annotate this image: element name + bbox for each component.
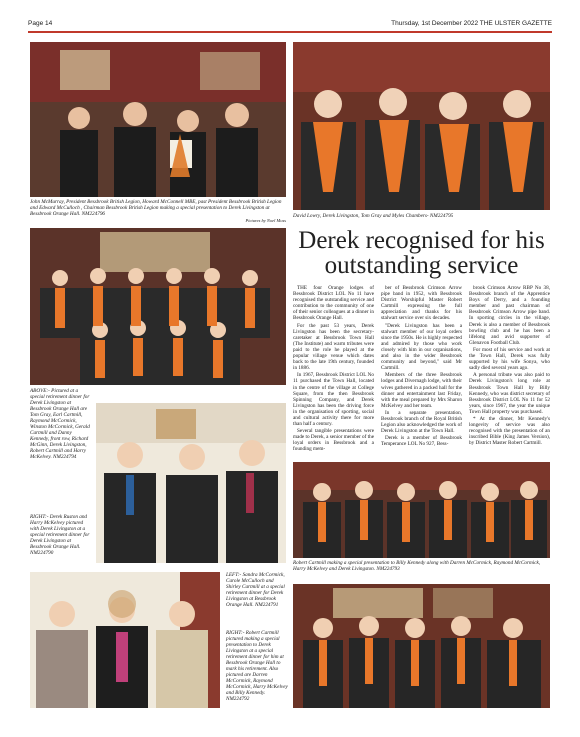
caption-left-bottom: LEFT:- Sandra McCormick, Carole McCulloch and Shirley Cartmill at a special retirement dinner for Derek Livingston at Bessbrook Orange Hall. NM224791 (226, 572, 285, 608)
publication-date: Thursday, 1st December 2022 THE ULSTER GAZETTE (391, 20, 552, 27)
paragraph: For the past 53 years, Derek Livingston has been the secretary-caretaker at Bessbrook Town Hall (The Institute) and warm tributes were paid to the role he played at the popular village venue which dates back to the late 19th century, founded in 1886. (293, 322, 374, 372)
photo-three-women (30, 572, 220, 708)
paragraph: "Derek Livingston has been a stalwart member of our loyal orders since the 1950s. He is highly respected and admired by those who work closely with him in our organisations, and also in the wider Bessbrook community and beyond," said Mr Cartmill. (381, 322, 462, 372)
photo-three-men (96, 403, 286, 563)
photo-four-men (293, 42, 550, 210)
photo-billy-kennedy-presentation (293, 462, 550, 558)
paragraph: A personal tribute was also paid to Derek Livingston's long role at Bessbrook Town Hall by Billy Kennedy, who was district secretary of Bessbrook District LOL No 11 for 52 years, since 1967, the year the unique Town Hall property was purchased. (469, 372, 550, 415)
paragraph: Members of the three Bessbrook lodges and Divernagh lodge, with their wives gathered in a packed hall for the dinner and entertainment last Friday, with the meal prepared by Mrs Sharon McKelvey and her team. (381, 372, 462, 409)
caption-top-right: David Lowry, Derek Livingston, Tom Gray and Myles Chambers- NM224795 (293, 213, 454, 219)
paragraph: In a separate presentation, Bessbrook branch of the Royal British Legion also acknowledged the work of Derek Livingston at the Town Hall. (381, 409, 462, 435)
paragraph: * At the dinner, Mr Kennedy's longevity of service was also recognised with the presentation of an inscribed Bible (King James Version), by District Master Robert Cartmill. (469, 415, 550, 447)
caption-above: ABOVE:- Pictured at a special retirement dinner for Derek Livingston at Bessbrook Orange Hall are Tom Gray, Earl Cartmill, Raymond McCormick, Winston McCormick, Gerald Cartmill and Danny Kennedy, front row, Richard McGinn, Derek Livingston, Robert Cartmill and Harry McKelvey. NM224794 (30, 388, 90, 460)
paragraph: brook Crimson Arrow RBP No 38, Bessbrook branch of the Apprentice Boys of Derry, and a founding member and past chairman of Bessbrook Crimson Arrow pipe band. In sporting circles in the village, Derek is also a member of Bessbrook bowling club and he has been a lifelong and avid supporter of Glenavon Football Club. (469, 285, 550, 346)
photo-credit: Pictures by Noel Moss (245, 218, 286, 223)
article-column-2 (381, 285, 462, 453)
header-rule (28, 31, 552, 33)
caption-right: RIGHT:- Derek Ruston and Harry McKelvey pictured with Derek Livingston at a special retirement dinner for Derek Livingston at Bessbrook Orange Hall. NM224790 (30, 514, 90, 556)
article-column-3 (469, 285, 550, 453)
article-headline: Derek recognised for his outstanding service (298, 227, 545, 279)
page-number: Page 14 (28, 20, 53, 27)
paragraph: Several tangible presentations were made to Derek, a senior member of the loyal orders in Bessbrook and a founding mem- (293, 428, 374, 453)
caption-mid-right: Robert Cartmill making a special presentation to Billy Kennedy along with Darren McCormick, Raymond McCormick, Harry McKelvey and Derek Livingston. NM224793 (293, 560, 541, 572)
article-column-1 (293, 285, 374, 453)
caption-top-left: John McMurray, President Bessbrook British Legion, Howard McConnell MBE, past President Bessbrook British Legion and Edward McCulloch , Chairman Bessbrook British Legion making a special presentation to Derek Livingston at Bessbrook Orange Hall. NM224796 (30, 199, 282, 217)
caption-right-bottom: RIGHT:- Robert Cartmill pictured making a special presentation to Derek Livingston at a special retirement dinner for him at Bessbrook Orange Hall to mark his retirement. Also pictured are Darren McCormick, Raymond McCormick, Harry McKelvey and Billy Kennedy. NM224792 (226, 630, 288, 702)
photo-group-dinner (30, 228, 286, 385)
paragraph: ber of Bessbrook Crimson Arrow pipe band in 1952, with Bessbrook District Worshipful Master Robert Cartmill expressing the full appreciation and thanks for his stalwart service over six decades. (381, 285, 462, 322)
paragraph: In 1967, Bessbrook District LOL No 11 purchased the Town Hall, located in the centre of the village at College Square, from the then Bessbrook Spinning Company, and Derek Livingston has been the driving force in the organisation of sporting, social and cultural activity there for more than half a century. (293, 372, 374, 428)
paragraph: THE four Orange lodges of Bessbrook District LOL No 11 have recognised the outstanding service and contribution to the community of one of their senior colleagues at a dinner in Bessbrook Orange Hall. (293, 285, 374, 322)
paragraph: For most of his service and work at the Town Hall, Derek was fully supported by his wife Sonya, who sadly died several years ago. (469, 346, 550, 372)
photo-derek-presentation (293, 584, 550, 708)
paragraph: Derek is a member of Bessbrook Temperance LOL No 927, Bess- (381, 435, 462, 448)
photo-legion-presentation (30, 42, 286, 197)
